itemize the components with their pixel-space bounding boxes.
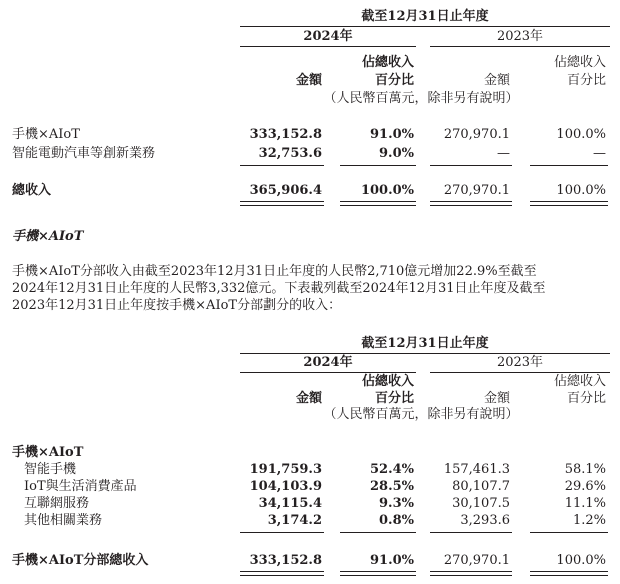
row-amount-2024: 333,152.8 — [249, 127, 322, 142]
row-amount-2024: 104,103.9 — [249, 479, 322, 494]
total-amount-2023: 270,970.1 — [443, 553, 510, 568]
total-pct-2024: 100.0% — [360, 183, 414, 198]
subtotal-rule — [530, 532, 608, 533]
amount-header-2023: 金額 — [483, 391, 510, 406]
row-pct-2024: 28.5% — [369, 479, 414, 494]
total-double-rule — [340, 201, 416, 206]
row-label: 其他相關業務 — [24, 513, 103, 528]
subtotal-rule — [430, 532, 512, 533]
pct-header-2024-line1: 佔總收入 — [361, 374, 414, 389]
row-amount-2023: 80,107.7 — [452, 479, 510, 494]
year-2024-header: 2024年 — [303, 29, 353, 44]
total-double-rule — [340, 571, 416, 576]
subtotal-rule — [430, 165, 512, 166]
paragraph-line: 2023年12月31日止年度按手機×AIoT分部劃分的收入： — [12, 298, 342, 313]
row-amount-2023: 30,107.5 — [452, 496, 510, 511]
row-pct-2023: 58.1% — [564, 462, 606, 477]
total-amount-2024: 365,906.4 — [249, 183, 322, 198]
row-pct-2024: 91.0% — [369, 127, 414, 142]
row-label: 手機×AIoT — [12, 127, 80, 142]
row-pct-2024: 52.4% — [369, 462, 414, 477]
total-pct-2024: 91.0% — [369, 553, 414, 568]
paragraph-line: 2024年12月31日止年度的人民幣3,332億元。下表載列截至2024年12月31日止年度及截至 — [12, 281, 546, 296]
year-2024-header: 2024年 — [303, 355, 353, 370]
row-pct-2023: 1.2% — [572, 513, 606, 528]
group-label: 手機×AIoT — [12, 445, 84, 460]
row-amount-2023: — — [497, 146, 510, 161]
subtotal-rule — [340, 532, 416, 533]
pct-header-2023-line2: 百分比 — [566, 73, 606, 88]
row-label: 智能電動汽車等創新業務 — [12, 146, 156, 161]
row-pct-2023: 11.1% — [564, 496, 606, 511]
header-rule — [240, 26, 610, 27]
pct-header-2023-line2: 百分比 — [566, 391, 606, 406]
total-pct-2023: 100.0% — [556, 553, 606, 568]
total-label: 手機×AIoT分部總收入 — [12, 553, 149, 568]
row-amount-2024: 3,174.2 — [267, 513, 322, 528]
subtotal-rule — [530, 165, 608, 166]
paragraph-line: 手機×AIoT分部收入由截至2023年12月31日止年度的人民幣2,710億元增加22.9%至截至 — [12, 264, 537, 279]
row-pct-2023: 100.0% — [556, 127, 606, 142]
total-double-rule — [430, 201, 512, 206]
total-amount-2024: 333,152.8 — [249, 553, 322, 568]
header-rule — [240, 353, 610, 354]
pct-header-2024-line2: 百分比 — [374, 73, 414, 88]
row-amount-2024: 191,759.3 — [249, 462, 322, 477]
year-2023-header: 2023年 — [496, 29, 544, 44]
subtotal-rule — [240, 532, 324, 533]
year-2023-header: 2023年 — [496, 355, 544, 370]
row-amount-2023: 3,293.6 — [460, 513, 510, 528]
total-label: 總收入 — [12, 183, 52, 198]
row-pct-2023: — — [593, 146, 606, 161]
amount-header-2024: 金額 — [295, 391, 322, 406]
year-2023-rule — [430, 372, 610, 373]
row-pct-2024: 9.3% — [379, 496, 414, 511]
pct-header-2024-line2: 百分比 — [374, 391, 414, 406]
total-double-rule — [430, 571, 512, 576]
row-pct-2023: 29.6% — [564, 479, 606, 494]
row-amount-2024: 32,753.6 — [258, 146, 322, 161]
year-2023-rule — [430, 46, 610, 47]
year-2024-rule — [240, 372, 416, 373]
total-double-rule — [240, 201, 324, 206]
row-label: IoT與生活消費產品 — [24, 479, 137, 494]
subtotal-rule — [340, 165, 416, 166]
period-header: 截至12月31日止年度 — [361, 9, 489, 24]
unit-note: （人民幣百萬元，除非另有說明） — [323, 91, 519, 106]
amount-header-2024: 金額 — [295, 73, 322, 88]
row-pct-2024: 9.0% — [379, 146, 414, 161]
row-label: 智能手機 — [24, 462, 77, 477]
period-header: 截至12月31日止年度 — [361, 336, 489, 351]
pct-header-2023-line1: 佔總收入 — [553, 55, 606, 70]
total-double-rule — [530, 201, 608, 206]
year-2024-rule — [240, 46, 416, 47]
pct-header-2023-line1: 佔總收入 — [553, 374, 606, 389]
row-amount-2023: 270,970.1 — [443, 127, 510, 142]
pct-header-2024-line1: 佔總收入 — [361, 55, 414, 70]
row-amount-2024: 34,115.4 — [258, 496, 322, 511]
subtotal-rule — [240, 165, 324, 166]
total-double-rule — [240, 571, 324, 576]
row-amount-2023: 157,461.3 — [443, 462, 510, 477]
row-pct-2024: 0.8% — [379, 513, 414, 528]
row-label: 互聯網服務 — [24, 496, 90, 511]
section-heading: 手機×AIoT — [12, 229, 84, 244]
total-pct-2023: 100.0% — [556, 183, 606, 198]
total-amount-2023: 270,970.1 — [443, 183, 510, 198]
unit-note: （人民幣百萬元，除非另有說明） — [323, 407, 519, 422]
amount-header-2023: 金額 — [483, 73, 510, 88]
total-double-rule — [530, 571, 608, 576]
